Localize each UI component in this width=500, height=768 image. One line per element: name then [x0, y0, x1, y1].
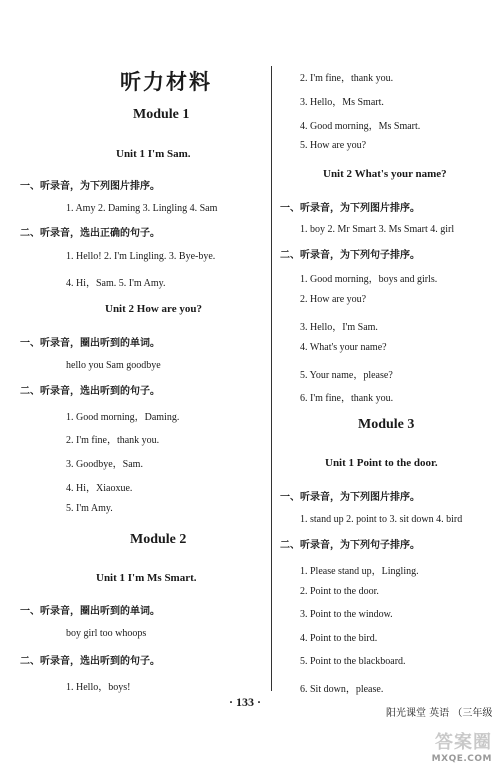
m3u1-task2-line: 2. Point to the door. [300, 586, 379, 597]
m1u1-task1-answer: 1. Amy 2. Daming 3. Lingling 4. Sam [66, 203, 218, 214]
module-3-title: Module 3 [358, 417, 415, 432]
m2u1-task2-line: 4. Good morning，Ms Smart. [300, 121, 421, 132]
m2u2-task2-line: 5. Your name，please? [300, 370, 393, 381]
m2u1-task2-line: 3. Hello，Ms Smart. [300, 97, 384, 108]
book-label: 阳光课堂 英语 （三年级 [386, 708, 493, 719]
module-1-title: Module 1 [133, 107, 190, 122]
column-divider [271, 66, 272, 691]
m2-unit2-heading: Unit 2 What's your name? [323, 168, 447, 180]
m2u2-task2-line: 1. Good morning，boys and girls. [300, 274, 438, 285]
m2u1-task1-heading: 一、听录音，圈出听到的单词。 [20, 606, 160, 617]
m2u1-task2-line: 5. How are you? [300, 140, 367, 151]
m1-unit2-heading: Unit 2 How are you? [105, 303, 202, 315]
m2u2-task2-line: 2. How are you? [300, 294, 367, 305]
page-title: 听力材料 [120, 70, 212, 94]
m2u1-task2-line: 1. Hello，boys! [66, 682, 131, 693]
m2u2-task2-heading: 二、听录音，为下列句子排序。 [280, 250, 420, 261]
m1-unit1-heading: Unit 1 I'm Sam. [116, 148, 191, 160]
m2-unit1-heading: Unit 1 I'm Ms Smart. [96, 572, 197, 584]
m1u2-task2-heading: 二、听录音，选出听到的句子。 [20, 386, 160, 397]
watermark-url: MXQE.COM [431, 754, 492, 764]
m3u1-task2-heading: 二、听录音，为下列句子排序。 [280, 540, 420, 551]
m3u1-task2-line: 4. Point to the bird. [300, 633, 378, 644]
page-number: · 133 · [229, 695, 262, 709]
m1u2-task2-line: 5. I'm Amy. [66, 503, 113, 514]
m2u1-task2-heading: 二、听录音，选出听到的句子。 [20, 656, 160, 667]
m2u2-task1-heading: 一、听录音，为下列图片排序。 [280, 203, 420, 214]
watermark-logo [424, 728, 494, 764]
m3u1-task2-line: 6. Sit down，please. [300, 684, 384, 695]
m1u2-task2-line: 1. Good morning，Daming. [66, 412, 180, 423]
m1u2-task2-line: 4. Hi，Xiaoxue. [66, 483, 133, 494]
m3u1-task1-heading: 一、听录音，为下列图片排序。 [280, 492, 420, 503]
m2u1-task2-line: 2. I'm fine，thank you. [300, 73, 394, 84]
module-2-title: Module 2 [130, 532, 187, 547]
m3u1-task2-line: 1. Please stand up，Lingling. [300, 566, 419, 577]
m2u2-task1-answer: 1. boy 2. Mr Smart 3. Ms Smart 4. girl [300, 224, 455, 235]
m1u2-task2-line: 3. Goodbye，Sam. [66, 459, 143, 470]
m2u2-task2-line: 3. Hello，I'm Sam. [300, 322, 378, 333]
m1u2-task1-answer: hello you Sam goodbye [66, 360, 161, 371]
m2u1-task1-answer: boy girl too whoops [66, 628, 147, 639]
m2u2-task2-line: 6. I'm fine，thank you. [300, 393, 394, 404]
m3u1-task1-answer: 1. stand up 2. point to 3. sit down 4. bird [300, 514, 463, 525]
watermark-text: 答案圈 [435, 732, 492, 753]
m1u1-task2-line: 1. Hello! 2. I'm Lingling. 3. Bye-bye. [66, 251, 216, 262]
m1u1-task1-heading: 一、听录音，为下列图片排序。 [20, 181, 160, 192]
m3u1-task2-line: 3. Point to the window. [300, 609, 393, 620]
m1u1-task2-line: 4. Hi，Sam. 5. I'm Amy. [66, 278, 166, 289]
m3u1-task2-line: 5. Point to the blackboard. [300, 656, 406, 667]
m3-unit1-heading: Unit 1 Point to the door. [325, 457, 438, 469]
m2u2-task2-line: 4. What's your name? [300, 342, 387, 353]
m1u2-task2-line: 2. I'm fine，thank you. [66, 435, 160, 446]
m1u2-task1-heading: 一、听录音，圈出听到的单词。 [20, 338, 160, 349]
m1u1-task2-heading: 二、听录音，选出正确的句子。 [20, 228, 160, 239]
